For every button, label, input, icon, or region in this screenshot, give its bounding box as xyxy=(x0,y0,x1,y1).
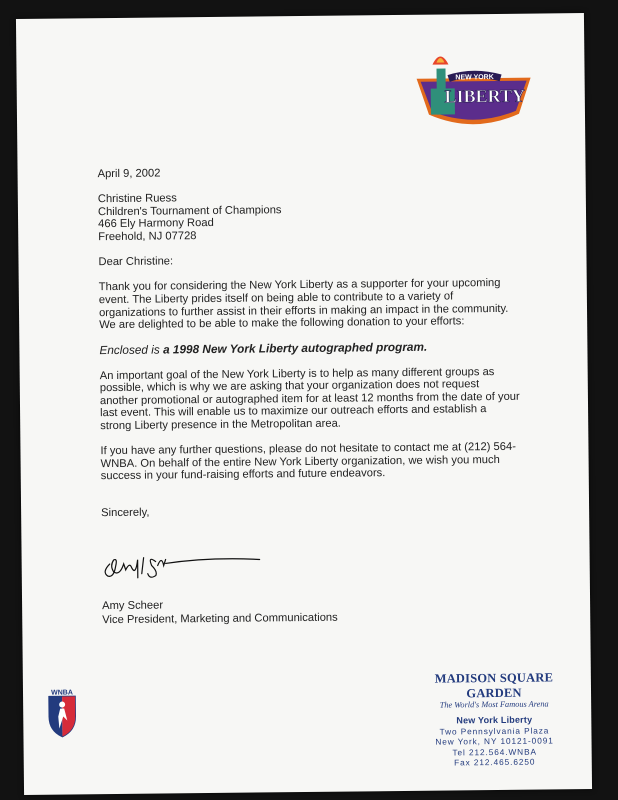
logo-main-text: LIBERTY xyxy=(444,85,526,107)
enclosed-item: a 1998 New York Liberty autographed program. xyxy=(159,340,428,357)
new-york-liberty-logo xyxy=(408,48,539,133)
paragraph-contact: If you have any further questions, please do not hesitate to contact me at (212) 564-WNBA. On behalf of the entire New York Liberty organization, we wish you much success in your fund-raising efforts and future endeavors. xyxy=(100,440,516,483)
msg-contact-block xyxy=(419,670,570,769)
logo-top-text: NEW YORK xyxy=(455,73,494,82)
closing: Sincerely, xyxy=(101,506,150,519)
letter-page xyxy=(16,13,592,795)
contact-address-line2: New York, NY 10121-0091 xyxy=(435,735,554,747)
enclosed-line xyxy=(99,340,519,357)
handwritten-signature xyxy=(99,534,269,584)
contact-address xyxy=(419,714,570,769)
contact-address-line1: Two Pennsylvania Plaza xyxy=(439,725,550,737)
contact-tel: Tel 212.564.WNBA xyxy=(452,746,537,758)
recipient-address xyxy=(98,189,519,244)
paragraph-goal: An important goal of the New York Liberty is to help as many different groups as possible, which is why we are asking that your organization does not request another promotional or autographed item for at least 12 months from the date of your last event. This will enable us to maximize our outreach efforts and establish a strong Liberty presence in the Metropolitan area. xyxy=(99,365,520,433)
signer-title: Vice President, Marketing and Communications xyxy=(102,611,338,626)
enclosed-prefix: Enclosed is xyxy=(99,342,160,358)
contact-org: New York Liberty xyxy=(456,714,533,726)
signer-block xyxy=(102,598,338,627)
contact-fax: Fax 212.465.6250 xyxy=(454,756,536,768)
salutation: Dear Christine: xyxy=(98,255,174,269)
paragraph-intro: Thank you for considering the New York Liberty as a supporter for your upcoming event. The Liberty prides itself on being able to contribute to a variety of organizations to further assist in their efforts in making an impact in the community. We are delighted to be able to make the following donation to your efforts: xyxy=(98,277,509,332)
recipient-name: Christine Ruess xyxy=(97,192,177,206)
msg-tagline: The World's Most Famous Arena xyxy=(439,699,549,710)
recipient-city: Freehold, NJ 07728 xyxy=(98,230,197,244)
recipient-organization: Children's Tournament of Champions xyxy=(97,204,282,218)
wnba-logo xyxy=(45,686,80,738)
letter-date: April 9, 2002 xyxy=(97,167,161,181)
letter-body xyxy=(98,164,522,532)
recipient-street: 466 Ely Harmony Road xyxy=(98,217,214,231)
msg-logo-text: MADISON SQUARE GARDEN xyxy=(434,670,554,701)
signer-name: Amy Scheer xyxy=(102,599,164,613)
wnba-logo-text: WNBA xyxy=(51,689,73,697)
